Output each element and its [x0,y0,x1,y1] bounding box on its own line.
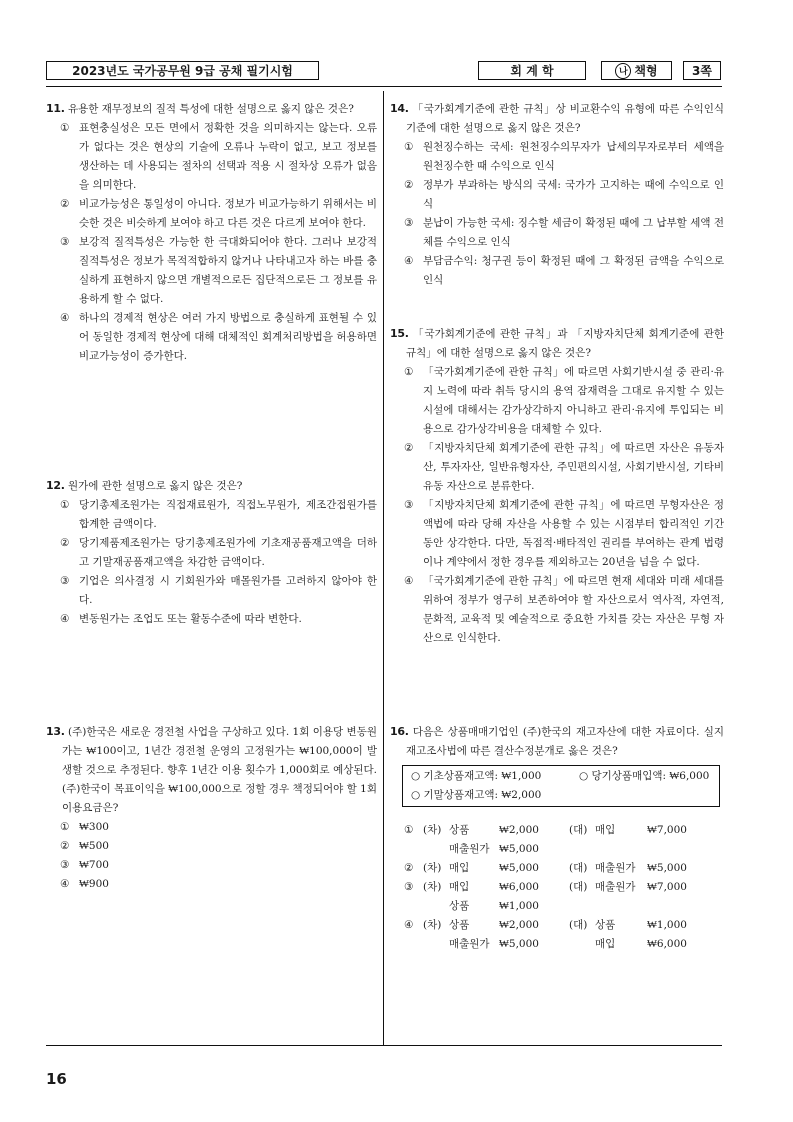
option-text: 「국가회계기준에 관한 규칙」에 따르면 현재 세대와 미래 세대를 위하여 정부가 영구히 보존하여야 할 자산으로서 역사적, 자연적, 문화적, 교육적 및 예술적으로 중요한 가치를 갖는 자산은 무형 자산으로 인식한다. [423,575,724,644]
option-number: ② [60,840,70,852]
booklet-type-box [601,61,672,80]
option[interactable] [390,572,724,648]
option-text: 당기제품제조원가는 당기총제조원가에 기초재공품재고액을 더하고 기말재공품재고액을 차감한 금액이다. [79,537,377,568]
credit-amount: ₩6,000 [647,938,687,950]
option-text: 원천징수하는 국세: 원천징수의무자가 납세의무자로부터 세액을 원천징수한 때 수익으로 인식 [423,141,724,172]
question-stem [390,324,724,363]
option-number: ① [60,122,70,134]
question-text: 원가에 관한 설명으로 옳지 않은 것은? [67,480,243,492]
credit-account: 상품 [595,919,616,931]
question-11 [46,99,377,366]
option-number: ① [60,821,70,833]
option-number: ④ [404,255,414,267]
question-number: 16. [390,725,409,738]
option-number: ② [404,442,414,454]
debit-amount: ₩6,000 [499,881,539,893]
credit-account: 매출원가 [595,881,636,893]
answer-option-3[interactable] [390,878,724,916]
debit-marker: (차) [423,919,442,931]
question-number: 14. [390,102,409,115]
credit-amount: ₩7,000 [647,824,687,836]
debit-amount: ₩5,000 [499,938,539,950]
question-stem [46,476,377,496]
option[interactable] [46,875,377,894]
question-text: (주)한국은 새로운 경전철 사업을 구상하고 있다. 1회 이용당 변동원가는 ₩100이고, 1년간 경전철 운영의 고정원가는 ₩100,000이 발생할 것으로 추정된다. 향후 1년간 이용 횟수가 1,000회로 예상된다. (주)한국이 목표이익을 ₩100,000으로 정할 경우 책정되어야 할 1회 이용요금은? [62,726,377,814]
subject-title: 회 계 학 [510,64,554,78]
page-number: 16 [46,1070,67,1088]
question-15 [390,324,724,648]
option-text: ₩300 [79,821,109,833]
question-16 [390,722,724,954]
credit-account [595,840,647,859]
question-stem [390,99,724,138]
option[interactable] [46,856,377,875]
option-text: 정부가 부과하는 방식의 국세: 국가가 고지하는 때에 수익으로 인식 [423,179,724,210]
question-number: 11. [46,102,65,115]
option[interactable] [46,610,377,629]
debit-amount: ₩2,000 [499,919,539,931]
option[interactable] [390,214,724,252]
page-label: 3쪽 [692,64,712,78]
option[interactable] [390,439,724,496]
question-text: 「국가회계기준에 관한 규칙」상 비교환수익 유형에 따른 수익인식 기준에 대한 설명으로 옳지 않은 것은? [406,103,724,134]
option-text: 분납이 가능한 국세: 징수할 세금이 확정된 때에 그 납부할 세액 전체를 수익으로 인식 [423,217,724,248]
credit-marker: (대) [569,881,588,893]
option[interactable] [390,176,724,214]
journal-entry [423,878,687,916]
data-box-row [411,767,711,786]
debit-account: 매출원가 [449,938,490,950]
booklet-type: 책형 [634,64,658,78]
data-item: ○ 당기상품매입액: ₩6,000 [579,770,710,782]
option-number: ③ [60,859,70,871]
debit-account: 매출원가 [449,843,490,855]
question-number: 12. [46,479,65,492]
debit-marker: (차) [423,824,442,836]
answer-option-2[interactable] [390,859,724,878]
option[interactable] [46,837,377,856]
credit-marker: (대) [569,862,588,874]
column-divider [383,91,384,1045]
option-number: ① [404,366,414,378]
option-number: ② [60,198,70,210]
answer-option-1[interactable] [390,821,724,859]
option[interactable] [390,252,724,290]
option-number: ③ [60,575,70,587]
question-stem [46,99,377,119]
option[interactable] [46,309,377,366]
option-number: ② [404,179,414,191]
credit-account: 매입 [595,824,616,836]
option-number: ② [60,537,70,549]
data-box-row [411,786,711,805]
question-text: 「국가회계기준에 관한 규칙」과 「지방자치단체 회계기준에 관한 규칙」에 대한 설명으로 옳지 않은 것은? [406,328,724,359]
question-12 [46,476,377,629]
data-item: ○ 기말상품재고액: ₩2,000 [411,789,542,801]
option-text: 보강적 질적특성은 가능한 한 극대화되어야 한다. 그러나 보강적 질적특성은 정보가 목적적합하지 않거나 나타내고자 하는 바를 충실하게 표현하지 않으면 개별적으로든 집단적으로든 그 정보를 유용하게 할 수 없다. [79,236,377,305]
debit-amount: ₩5,000 [499,843,539,855]
debit-amount: ₩1,000 [499,900,539,912]
option-number: ③ [60,236,70,248]
option[interactable] [46,534,377,572]
question-stem [390,722,724,761]
option[interactable] [390,496,724,572]
option-text: 부담금수익: 청구권 등이 확정된 때에 그 확정된 금액을 수익으로 인식 [423,255,724,286]
header-rule [46,86,722,87]
credit-amount: ₩7,000 [647,881,687,893]
credit-account [595,897,647,916]
option-text: ₩700 [79,859,109,871]
debit-account: 상품 [449,900,470,912]
exam-title-box [46,61,319,80]
credit-account: 매입 [595,938,616,950]
option-number: ③ [404,217,414,229]
option-number: ④ [60,312,70,324]
option-number: ④ [60,878,70,890]
option[interactable] [46,195,377,233]
debit-marker: (차) [423,862,442,874]
option-text: 하나의 경제적 현상은 여러 가지 방법으로 충실하게 표현될 수 있어 동일한 경제적 현상에 대해 대체적인 회계처리방법을 허용하면 비교가능성이 증가한다. [79,312,377,362]
debit-account: 상품 [449,919,470,931]
debit-amount: ₩5,000 [499,862,539,874]
option[interactable] [46,818,377,837]
option[interactable] [46,233,377,309]
option-text: 비교가능성은 통일성이 아니다. 정보가 비교가능하기 위해서는 비슷한 것은 비슷하게 보여야 하고 다른 것은 다르게 보여야 한다. [79,198,377,229]
option-text: ₩500 [79,840,109,852]
option-text: 표현충실성은 모든 면에서 정확한 것을 의미하지는 않는다. 오류가 없다는 것은 현상의 기술에 오류나 누락이 없고, 보고 정보를 생산하는 데 사용되는 절차의 선택과 적용 시 절차상 오류가 없음을 의미한다. [79,122,377,191]
data-box [402,765,720,807]
booklet-mark-circle: 나 [615,63,631,79]
question-text: 유용한 재무정보의 질적 특성에 대한 설명으로 옳지 않은 것은? [67,103,354,115]
option-number: ④ [404,919,414,931]
journal-entry [423,859,687,878]
option-text: 「국가회계기준에 관한 규칙」에 따르면 사회기반시설 중 관리·유지 노력에 따라 취득 당시의 용역 잠재력을 그대로 유지할 수 있는 시설에 대해서는 감가상각하지 아니하고 관리·유지에 투입되는 비용으로 감가상각비용을 대체할 수 있다. [423,366,724,435]
credit-amount: ₩5,000 [647,862,687,874]
option-text: 당기총제조원가는 직접재료원가, 직접노무원가, 제조간접원가를 합계한 금액이다. [79,499,377,530]
option-number: ① [404,824,414,836]
question-13 [46,722,377,894]
credit-amount [647,897,687,916]
question-14 [390,99,724,290]
exam-title: 2023년도 국가공무원 9급 공채 필기시험 [72,64,293,78]
debit-marker: (차) [423,881,442,893]
question-number: 13. [46,725,65,738]
debit-account: 매입 [449,881,470,893]
option[interactable] [46,496,377,534]
option[interactable] [390,363,724,439]
credit-marker: (대) [569,919,588,931]
option-text: ₩900 [79,878,109,890]
option-number: ③ [404,881,414,893]
option-number: ① [60,499,70,511]
credit-amount: ₩1,000 [647,919,687,931]
credit-marker: (대) [569,824,588,836]
journal-entry [423,821,687,859]
data-item: ○ 기초상품재고액: ₩1,000 [411,770,542,782]
option[interactable] [46,119,377,195]
option-text: 「지방자치단체 회계기준에 관한 규칙」에 따르면 무형자산은 정액법에 따라 당해 자산을 사용할 수 있는 시점부터 합리적인 기간 동안 상각한다. 다만, 독점적·배타적인 권리를 부여하는 관계 법령이나 계약에서 정한 경우를 제외하고는 20년을 넘을 수 없다. [423,499,724,568]
option-number: ② [404,862,414,874]
debit-account: 상품 [449,824,470,836]
footer-rule [46,1045,722,1046]
option-number: ① [404,141,414,153]
question-stem [46,722,377,818]
answer-option-4[interactable] [390,916,724,954]
option-number: ③ [404,499,414,511]
option-text: 기업은 의사결정 시 기회원가와 매몰원가를 고려하지 않아야 한다. [79,575,377,606]
credit-amount [647,840,687,859]
option[interactable] [46,572,377,610]
page-box [683,61,721,80]
question-text: 다음은 상품매매기업인 (주)한국의 재고자산에 대한 자료이다. 실지 재고조사법에 따른 결산수정분개로 옳은 것은? [406,726,724,757]
option[interactable] [390,138,724,176]
option-number: ④ [404,575,414,587]
question-number: 15. [390,327,409,340]
credit-account: 매출원가 [595,862,636,874]
option-number: ④ [60,613,70,625]
option-text: 「지방자치단체 회계기준에 관한 규칙」에 따르면 자산은 유동자산, 투자자산, 일반유형자산, 주민편의시설, 사회기반시설, 기타비유동 자산으로 분류한다. [423,442,724,492]
debit-amount: ₩2,000 [499,824,539,836]
journal-entry [423,916,687,954]
subject-box [478,61,586,80]
option-text: 변동원가는 조업도 또는 활동수준에 따라 변한다. [79,613,302,625]
debit-account: 매입 [449,862,470,874]
